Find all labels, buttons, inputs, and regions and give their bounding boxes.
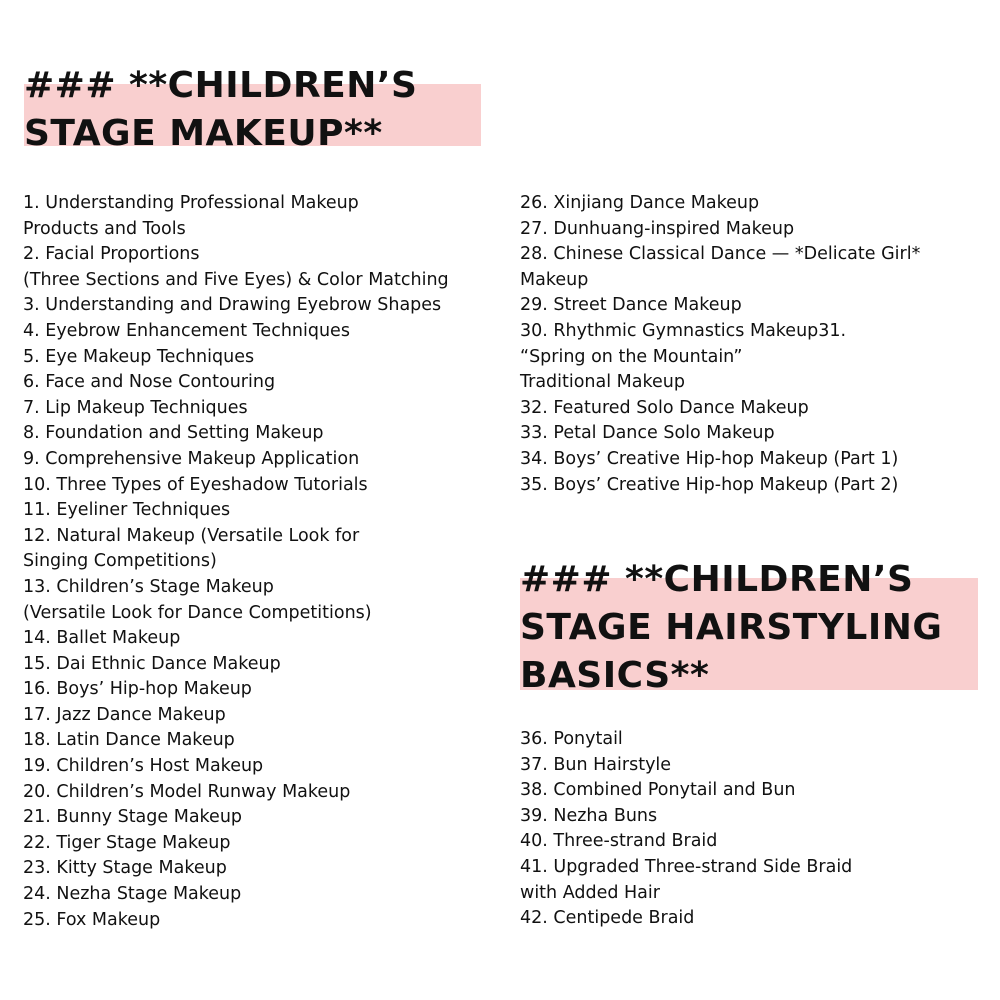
list-item: 24. Nezha Stage Makeup [23, 884, 242, 905]
heading-text: ### **CHILDREN’S STAGE MAKEUP** [24, 65, 418, 154]
makeup-list-left [23, 191, 493, 933]
makeup-list-right [520, 191, 990, 498]
list-item: 41. Upgraded Three-strand Side Braid with Added Hair [520, 856, 853, 903]
list-item: 16. Boys’ Hip-hop Makeup [23, 679, 252, 700]
list-item: 10. Three Types of Eyeshadow Tutorials [23, 474, 368, 495]
list-item: 6. Face and Nose Contouring [23, 372, 276, 393]
list-item: 36. Ponytail [520, 729, 623, 749]
list-item: 7. Lip Makeup Techniques [23, 397, 248, 418]
list-item: 28. Chinese Classical Dance — *Delicate Girl* Makeup [520, 244, 921, 290]
list-item: 12. Natural Makeup (Versatile Look for Singing Competitions) [23, 525, 360, 572]
list-item: 4. Eyebrow Enhancement Techniques [23, 320, 350, 341]
list-item: 35. Boys’ Creative Hip-hop Makeup (Part 2) [520, 474, 899, 495]
section-heading-hairstyling [520, 556, 990, 700]
list-item: 22. Tiger Stage Makeup [23, 832, 231, 853]
list-item: 42. Centipede Braid [520, 908, 695, 929]
list-item: 30. Rhythmic Gymnastics Makeup31. “Spring on the Mountain” Traditional Makeup [520, 320, 847, 393]
list-item: 26. Xinjiang Dance Makeup [520, 193, 760, 213]
list-item: 3. Understanding and Drawing Eyebrow Shapes [23, 295, 442, 316]
list-item: 32. Featured Solo Dance Makeup [520, 397, 809, 418]
list-item: 21. Bunny Stage Makeup [23, 807, 243, 828]
list-item: 9. Comprehensive Makeup Application [23, 448, 360, 469]
list-item: 25. Fox Makeup [23, 909, 161, 930]
list-item: 14. Ballet Makeup [23, 628, 181, 649]
list-item: 27. Dunhuang-inspired Makeup [520, 218, 795, 239]
list-item: 23. Kitty Stage Makeup [23, 858, 227, 879]
heading-text: ### **CHILDREN’S STAGE HAIRSTYLING BASICS** [520, 559, 943, 696]
list-item: 33. Petal Dance Solo Makeup [520, 423, 775, 444]
list-item: 19. Children’s Host Makeup [23, 756, 264, 777]
list-item: 13. Children’s Stage Makeup (Versatile Look for Dance Competitions) [23, 576, 372, 623]
list-item: 5. Eye Makeup Techniques [23, 346, 255, 367]
list-item: 39. Nezha Buns [520, 805, 658, 826]
list-item: 34. Boys’ Creative Hip-hop Makeup (Part 1) [520, 448, 899, 469]
list-item: 1. Understanding Professional Makeup Products and Tools [23, 193, 359, 239]
list-item: 2. Facial Proportions (Three Sections and Five Eyes) & Color Matching [23, 244, 449, 290]
list-item: 18. Latin Dance Makeup [23, 730, 235, 751]
list-item: 15. Dai Ethnic Dance Makeup [23, 653, 281, 674]
list-item: 20. Children’s Model Runway Makeup [23, 781, 351, 802]
list-item: 37. Bun Hairstyle [520, 754, 672, 775]
list-item: 17. Jazz Dance Makeup [23, 704, 226, 725]
list-item: 38. Combined Ponytail and Bun [520, 780, 796, 801]
list-item: 11. Eyeliner Techniques [23, 500, 231, 521]
list-item: 8. Foundation and Setting Makeup [23, 423, 324, 444]
list-item: 29. Street Dance Makeup [520, 295, 742, 316]
hairstyling-list [520, 727, 990, 932]
list-item: 40. Three-strand Braid [520, 831, 718, 852]
section-heading-makeup [24, 62, 494, 158]
